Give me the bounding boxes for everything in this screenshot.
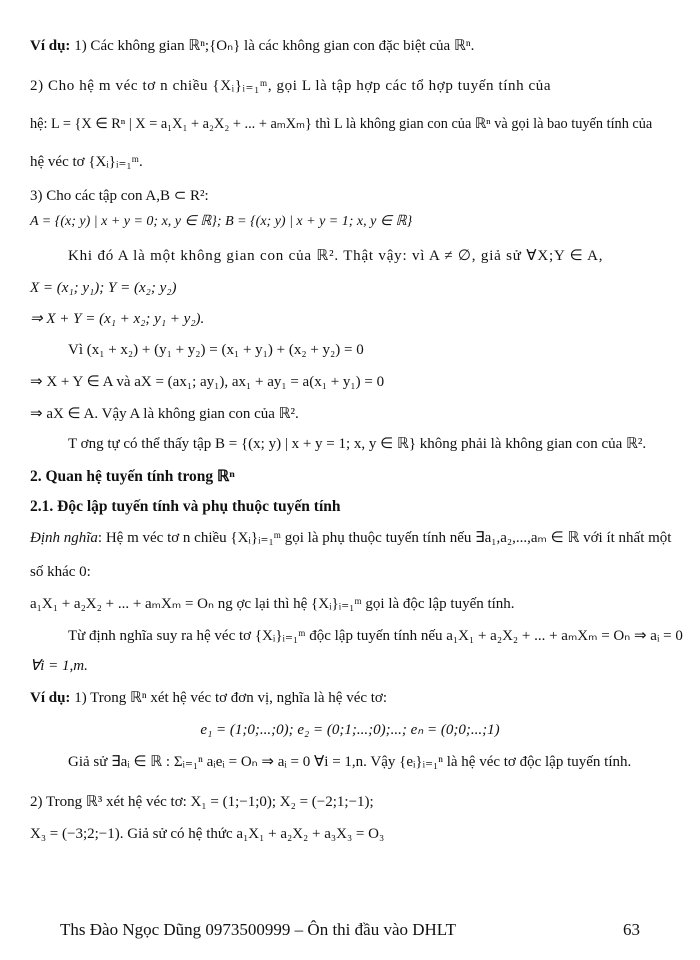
example-r3-cont: X₃ = (−3;2;−1). Giả sử có hệ thức a₁X₁ + a₂X₂ + a₃X₃ = O₃ — [30, 826, 385, 842]
page-footer — [60, 920, 640, 940]
consequence-line: Từ định nghĩa suy ra hệ véc tơ {Xᵢ}ᵢ₌₁ᵐ độc lập tuyến tính nếu a₁X₁ + a₂X₂ + ... + aₘXₘ = Oₙ ⇒ aᵢ = 0 — [68, 628, 683, 644]
example-unit-vectors: Ví dụ: 1) Trong ℝⁿ xét hệ véc tơ đơn vị, nghĩa là hệ véc tơ: — [30, 690, 388, 706]
sets-definition: A = {(x; y) | x + y = 0; x, y ∈ ℝ}; B = {(x; y) | x + y = 1; x, y ∈ ℝ} — [30, 214, 413, 229]
unit-vectors-formula: e₁ = (1;0;...;0); e₂ = (0;1;...;0);...; eₙ = (0;0;...;1) — [200, 722, 500, 738]
span-definition-cont: hệ véc tơ {Xᵢ}ᵢ₌₁ᵐ. — [30, 154, 143, 170]
unit-vectors-proof: Giả sử ∃aᵢ ∈ ℝ : Σᵢ₌₁ⁿ aᵢeᵢ = Oₙ ⇒ aᵢ = 0 ∀i = 1,n. Vậy {eᵢ}ᵢ₌₁ⁿ là hệ véc tơ độc lập tuyến tính. — [68, 754, 632, 770]
independence-def: a₁X₁ + a₂X₂ + ... + aₘXₘ = Oₙ ng ợc lại thì hệ {Xᵢ}ᵢ₌₁ᵐ gọi là độc lập tuyến tính. — [30, 596, 515, 612]
definition-line: Định nghĩa: Hệ m véc tơ n chiều {Xᵢ}ᵢ₌₁ᵐ gọi là phụ thuộc tuyến tính nếu ∃a₁,a₂,...,aₘ ∈ ℝ với ít nhất một — [30, 530, 672, 546]
span-definition-line: hệ: L = {X ∈ Rⁿ | X = a₁X₁ + a₂X₂ + ... + aₘXₘ} thì L là không gian con của ℝⁿ và gọi là bao tuyến tính của — [30, 116, 653, 132]
proof-closure: ⇒ X + Y ∈ A và aX = (ax₁; ay₁), ax₁ + ay₁ = a(x₁ + y₁) = 0 — [30, 374, 385, 390]
definition-cont: số khác 0: — [30, 564, 91, 580]
example-2-line: 2) Cho hệ m véc tơ n chiều {Xᵢ}ᵢ₌₁ᵐ, gọi L là tập hợp các tổ hợp tuyến tính của — [30, 78, 552, 94]
proof-vectors: X = (x₁; y₁); Y = (x₂; y₂) — [30, 280, 177, 296]
forall-index: ∀i = 1,m. — [30, 658, 88, 674]
page-number: 63 — [623, 920, 640, 939]
subsection-heading-2-1: 2.1. Độc lập tuyến tính và phụ thuộc tuyến tính — [30, 498, 341, 515]
definition-label: Định nghĩa — [30, 530, 98, 546]
footer-author: Ths Đào Ngọc Dũng 0973500999 – Ôn thi đầu vào DHLT — [60, 920, 456, 939]
example-label: Ví dụ: — [30, 38, 71, 54]
proof-intro: Khi đó A là một không gian con của ℝ². Thật vậy: vì A ≠ ∅, giả sử ∀X;Y ∈ A, — [68, 248, 604, 264]
proof-conclusion: ⇒ aX ∈ A. Vậy A là không gian con của ℝ². — [30, 406, 299, 422]
example-label: Ví dụ: — [30, 690, 71, 706]
similar-B-line: T ơng tự có thể thấy tập B = {(x; y) | x + y = 1; x, y ∈ ℝ} không phải là không gian con của ℝ². — [68, 436, 647, 452]
proof-because: Vì (x₁ + x₂) + (y₁ + y₂) = (x₁ + y₁) + (x₂ + y₂) = 0 — [68, 342, 364, 358]
section-heading-2: 2. Quan hệ tuyến tính trong ℝⁿ — [30, 468, 235, 485]
proof-sum: ⇒ X + Y = (x₁ + x₂; y₁ + y₂). — [30, 311, 205, 327]
example-3-line: 3) Cho các tập con A,B ⊂ R²: — [30, 188, 209, 204]
example-r3-line: 2) Trong ℝ³ xét hệ véc tơ: X₁ = (1;−1;0); X₂ = (−2;1;−1); — [30, 794, 374, 810]
example-1-line: Ví dụ: 1) Các không gian ℝⁿ;{Oₙ} là các không gian con đặc biệt của ℝⁿ. — [30, 38, 475, 54]
